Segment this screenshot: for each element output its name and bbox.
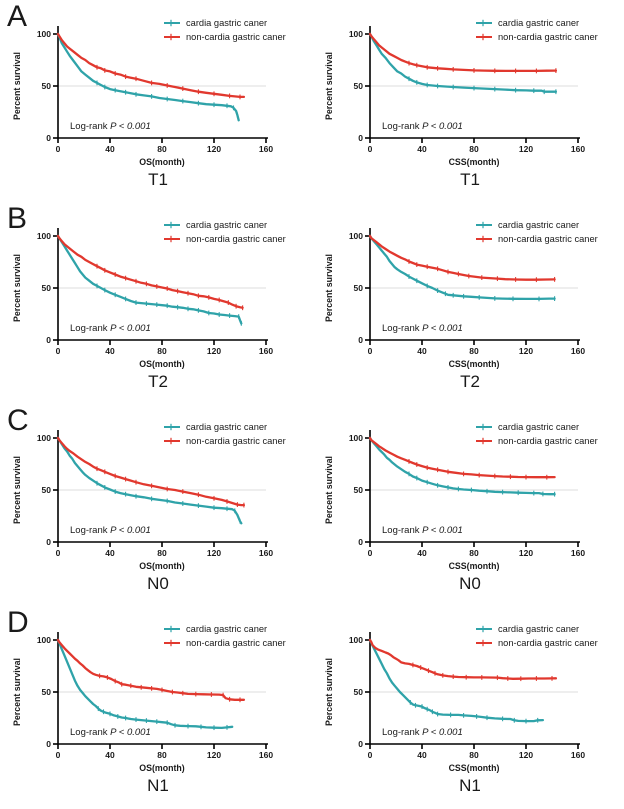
km-plot-d-css bbox=[312, 622, 624, 796]
plot-subtitle: T2 bbox=[460, 372, 480, 391]
svg-text:0: 0 bbox=[367, 750, 373, 760]
svg-text:120: 120 bbox=[206, 346, 222, 356]
plot-subtitle: N0 bbox=[147, 574, 169, 593]
svg-text:120: 120 bbox=[518, 548, 534, 558]
plot-subtitle: T1 bbox=[148, 170, 168, 189]
svg-text:50: 50 bbox=[353, 81, 363, 91]
svg-text:100: 100 bbox=[36, 433, 51, 443]
svg-text:CSS(month): CSS(month) bbox=[448, 359, 500, 369]
km-plot-b-css bbox=[312, 218, 624, 392]
svg-text:0: 0 bbox=[367, 548, 373, 558]
svg-text:cardia gastric caner: cardia gastric caner bbox=[498, 18, 580, 28]
survival-chart-c-css bbox=[320, 420, 620, 572]
svg-text:160: 160 bbox=[258, 750, 274, 760]
svg-text:160: 160 bbox=[570, 144, 586, 154]
svg-text:non-cardia gastric caner: non-cardia gastric caner bbox=[498, 436, 598, 446]
svg-text:Log-rank P < 0.001: Log-rank P < 0.001 bbox=[382, 121, 463, 132]
survival-chart-a-css bbox=[320, 16, 620, 168]
svg-text:0: 0 bbox=[55, 144, 61, 154]
svg-text:40: 40 bbox=[417, 144, 427, 154]
svg-text:40: 40 bbox=[105, 548, 115, 558]
svg-text:Percent survival: Percent survival bbox=[12, 658, 22, 726]
survival-chart-b-os bbox=[8, 218, 308, 370]
km-plot-d-os bbox=[0, 622, 312, 796]
svg-text:non-cardia gastric caner: non-cardia gastric caner bbox=[498, 638, 598, 648]
survival-chart-a-os bbox=[8, 16, 308, 168]
svg-text:40: 40 bbox=[105, 750, 115, 760]
svg-text:0: 0 bbox=[358, 739, 363, 749]
svg-text:80: 80 bbox=[157, 346, 167, 356]
panel-d-plot-row bbox=[0, 606, 624, 796]
svg-text:Log-rank P < 0.001: Log-rank P < 0.001 bbox=[70, 323, 151, 334]
svg-text:OS(month): OS(month) bbox=[139, 359, 185, 369]
svg-text:0: 0 bbox=[46, 335, 51, 345]
svg-text:40: 40 bbox=[105, 144, 115, 154]
svg-text:cardia gastric caner: cardia gastric caner bbox=[498, 422, 580, 432]
svg-text:80: 80 bbox=[469, 346, 479, 356]
svg-text:160: 160 bbox=[258, 144, 274, 154]
plot-subtitle: T2 bbox=[148, 372, 168, 391]
svg-text:120: 120 bbox=[206, 548, 222, 558]
svg-text:50: 50 bbox=[41, 81, 51, 91]
svg-text:OS(month): OS(month) bbox=[139, 157, 185, 167]
panel-c-plot-row bbox=[0, 404, 624, 594]
svg-text:Percent survival: Percent survival bbox=[12, 52, 22, 120]
svg-text:0: 0 bbox=[46, 133, 51, 143]
svg-text:Log-rank P < 0.001: Log-rank P < 0.001 bbox=[382, 727, 463, 738]
panel-b bbox=[0, 202, 624, 404]
svg-text:50: 50 bbox=[41, 687, 51, 697]
panel-c bbox=[0, 404, 624, 606]
svg-text:cardia gastric caner: cardia gastric caner bbox=[186, 18, 268, 28]
svg-text:50: 50 bbox=[353, 687, 363, 697]
svg-text:Log-rank P < 0.001: Log-rank P < 0.001 bbox=[70, 121, 151, 132]
svg-text:non-cardia gastric caner: non-cardia gastric caner bbox=[498, 234, 598, 244]
svg-text:cardia gastric caner: cardia gastric caner bbox=[186, 220, 268, 230]
km-plot-a-css bbox=[312, 16, 624, 190]
svg-text:cardia gastric caner: cardia gastric caner bbox=[186, 624, 268, 634]
svg-text:Log-rank P < 0.001: Log-rank P < 0.001 bbox=[382, 323, 463, 334]
svg-text:160: 160 bbox=[570, 346, 586, 356]
svg-text:50: 50 bbox=[41, 485, 51, 495]
panel-a-plot-row bbox=[0, 0, 624, 190]
svg-text:0: 0 bbox=[55, 750, 61, 760]
svg-text:100: 100 bbox=[348, 635, 363, 645]
svg-text:Log-rank P < 0.001: Log-rank P < 0.001 bbox=[70, 727, 151, 738]
svg-text:100: 100 bbox=[36, 231, 51, 241]
svg-text:non-cardia gastric caner: non-cardia gastric caner bbox=[186, 638, 286, 648]
km-plot-b-os bbox=[0, 218, 312, 392]
svg-text:80: 80 bbox=[157, 144, 167, 154]
svg-text:40: 40 bbox=[417, 750, 427, 760]
svg-text:160: 160 bbox=[570, 548, 586, 558]
svg-text:Percent survival: Percent survival bbox=[324, 254, 334, 322]
svg-text:non-cardia gastric caner: non-cardia gastric caner bbox=[498, 32, 598, 42]
svg-text:cardia gastric caner: cardia gastric caner bbox=[498, 220, 580, 230]
svg-text:Percent survival: Percent survival bbox=[12, 254, 22, 322]
svg-text:0: 0 bbox=[358, 133, 363, 143]
svg-text:100: 100 bbox=[36, 29, 51, 39]
svg-text:Log-rank P < 0.001: Log-rank P < 0.001 bbox=[382, 525, 463, 536]
svg-text:non-cardia gastric caner: non-cardia gastric caner bbox=[186, 234, 286, 244]
plot-subtitle: N0 bbox=[459, 574, 481, 593]
svg-text:100: 100 bbox=[348, 231, 363, 241]
svg-text:cardia gastric caner: cardia gastric caner bbox=[186, 422, 268, 432]
svg-text:Percent survival: Percent survival bbox=[324, 456, 334, 524]
svg-text:0: 0 bbox=[46, 739, 51, 749]
svg-text:CSS(month): CSS(month) bbox=[448, 561, 500, 571]
svg-text:80: 80 bbox=[157, 750, 167, 760]
svg-text:160: 160 bbox=[570, 750, 586, 760]
svg-text:non-cardia gastric caner: non-cardia gastric caner bbox=[186, 32, 286, 42]
svg-text:0: 0 bbox=[55, 346, 61, 356]
svg-text:80: 80 bbox=[157, 548, 167, 558]
svg-text:120: 120 bbox=[518, 346, 534, 356]
svg-text:50: 50 bbox=[41, 283, 51, 293]
svg-text:non-cardia gastric caner: non-cardia gastric caner bbox=[186, 436, 286, 446]
km-plot-c-os bbox=[0, 420, 312, 594]
svg-text:120: 120 bbox=[518, 750, 534, 760]
km-plot-a-os bbox=[0, 16, 312, 190]
svg-text:80: 80 bbox=[469, 750, 479, 760]
km-plot-c-css bbox=[312, 420, 624, 594]
svg-text:40: 40 bbox=[105, 346, 115, 356]
svg-text:0: 0 bbox=[367, 346, 373, 356]
svg-text:Percent survival: Percent survival bbox=[324, 52, 334, 120]
survival-chart-d-os bbox=[8, 622, 308, 774]
svg-text:cardia gastric caner: cardia gastric caner bbox=[498, 624, 580, 634]
svg-text:50: 50 bbox=[353, 283, 363, 293]
svg-text:100: 100 bbox=[348, 29, 363, 39]
panel-letter-b: B bbox=[7, 202, 28, 235]
svg-text:0: 0 bbox=[358, 537, 363, 547]
plot-subtitle: N1 bbox=[147, 776, 169, 795]
survival-chart-b-css bbox=[320, 218, 620, 370]
svg-text:OS(month): OS(month) bbox=[139, 763, 185, 773]
plot-subtitle: N1 bbox=[459, 776, 481, 795]
panel-letter-c: C bbox=[7, 404, 29, 437]
svg-text:160: 160 bbox=[258, 346, 274, 356]
svg-text:120: 120 bbox=[206, 144, 222, 154]
survival-chart-c-os bbox=[8, 420, 308, 572]
svg-text:OS(month): OS(month) bbox=[139, 561, 185, 571]
svg-text:160: 160 bbox=[258, 548, 274, 558]
panel-letter-a: A bbox=[7, 0, 28, 33]
svg-text:50: 50 bbox=[353, 485, 363, 495]
plot-subtitle: T1 bbox=[460, 170, 480, 189]
svg-text:CSS(month): CSS(month) bbox=[448, 763, 500, 773]
svg-text:40: 40 bbox=[417, 346, 427, 356]
panel-letter-d: D bbox=[7, 606, 29, 639]
svg-text:80: 80 bbox=[469, 548, 479, 558]
panel-d bbox=[0, 606, 624, 808]
panel-a bbox=[0, 0, 624, 202]
svg-text:120: 120 bbox=[206, 750, 222, 760]
svg-text:0: 0 bbox=[367, 144, 373, 154]
svg-text:Log-rank P < 0.001: Log-rank P < 0.001 bbox=[70, 525, 151, 536]
svg-text:100: 100 bbox=[36, 635, 51, 645]
svg-text:120: 120 bbox=[518, 144, 534, 154]
svg-text:0: 0 bbox=[46, 537, 51, 547]
svg-text:0: 0 bbox=[55, 548, 61, 558]
svg-text:100: 100 bbox=[348, 433, 363, 443]
panel-b-plot-row bbox=[0, 202, 624, 392]
svg-text:0: 0 bbox=[358, 335, 363, 345]
svg-text:40: 40 bbox=[417, 548, 427, 558]
svg-text:CSS(month): CSS(month) bbox=[448, 157, 500, 167]
survival-chart-d-css bbox=[320, 622, 620, 774]
svg-text:Percent survival: Percent survival bbox=[12, 456, 22, 524]
svg-text:80: 80 bbox=[469, 144, 479, 154]
svg-text:Percent survival: Percent survival bbox=[324, 658, 334, 726]
